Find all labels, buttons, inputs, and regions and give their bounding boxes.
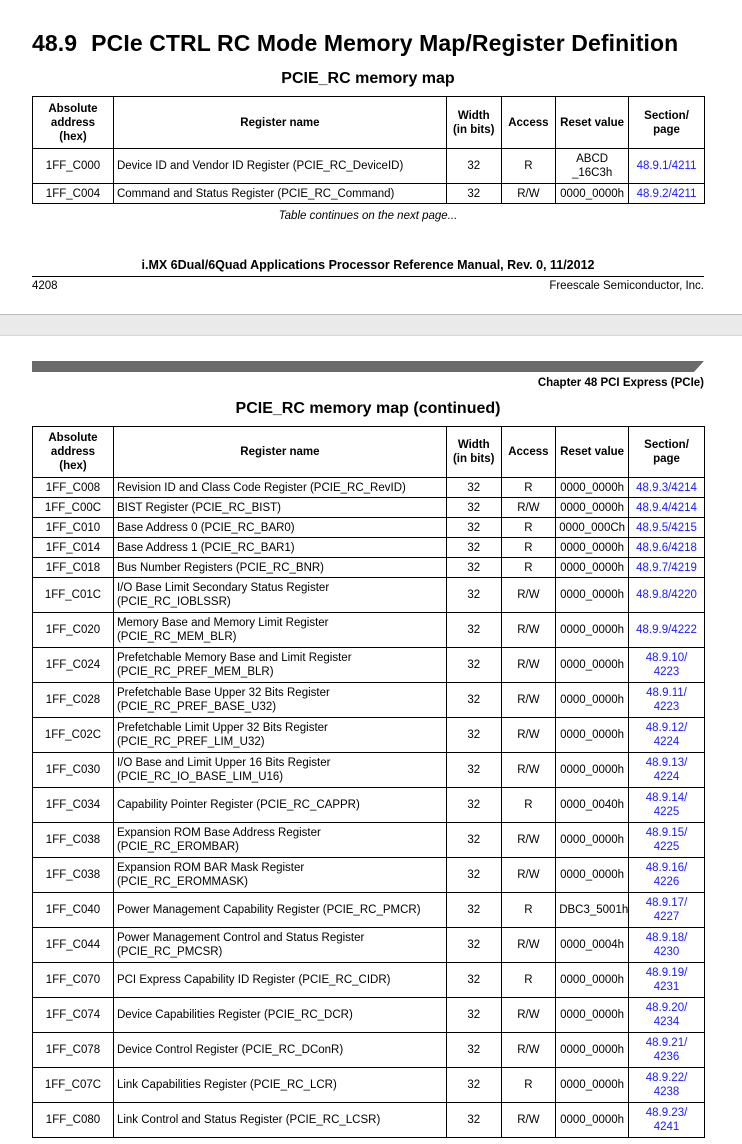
cell-register-name: Command and Status Register (PCIE_RC_Command) <box>113 184 446 204</box>
table-row <box>33 538 705 558</box>
cell-reset-value: 0000_0000h <box>556 1103 629 1138</box>
cell-access: R/W <box>501 648 556 683</box>
cell-access: R <box>501 518 556 538</box>
cell-width: 32 <box>446 1103 501 1138</box>
cell-register-name: Link Capabilities Register (PCIE_RC_LCR) <box>113 1068 446 1103</box>
header-register-name: Register name <box>113 97 446 149</box>
cell-width: 32 <box>446 149 501 184</box>
table-row <box>33 1033 705 1068</box>
cell-width: 32 <box>446 518 501 538</box>
section-page-link[interactable]: 48.9.12/ 4224 <box>629 718 705 753</box>
cell-access: R/W <box>501 683 556 718</box>
cell-access: R <box>501 149 556 184</box>
table-row <box>33 928 705 963</box>
cell-register-name: Bus Number Registers (PCIE_RC_BNR) <box>113 558 446 578</box>
cell-register-name: Prefetchable Memory Base and Limit Register (PCIE_RC_PREF_MEM_BLR) <box>113 648 446 683</box>
table-row <box>33 558 705 578</box>
cell-reset-value: 0000_0000h <box>556 538 629 558</box>
table-header-row <box>33 97 705 149</box>
table-row <box>33 498 705 518</box>
section-page-link[interactable]: 48.9.1/4211 <box>629 149 705 184</box>
cell-reset-value: ABCD _16C3h <box>556 149 629 184</box>
section-page-link[interactable]: 48.9.20/ 4234 <box>629 998 705 1033</box>
table-row <box>33 478 705 498</box>
table-1-caption: PCIE_RC memory map <box>281 70 455 87</box>
section-page-link[interactable]: 48.9.2/4211 <box>629 184 705 204</box>
cell-address: 1FF_C020 <box>33 613 114 648</box>
table-row <box>33 963 705 998</box>
cell-access: R/W <box>501 718 556 753</box>
table-continues-note: Table continues on the next page... <box>278 210 458 222</box>
header-section-page: Section/ page <box>629 427 705 478</box>
cell-access: R/W <box>501 1103 556 1138</box>
section-heading <box>32 30 678 57</box>
table-row <box>33 518 705 538</box>
section-page-link[interactable]: 48.9.18/ 4230 <box>629 928 705 963</box>
cell-width: 32 <box>446 648 501 683</box>
section-page-link[interactable]: 48.9.6/4218 <box>629 538 705 558</box>
cell-access: R <box>501 788 556 823</box>
cell-address: 1FF_C000 <box>33 149 114 184</box>
memory-map-table-continued <box>32 426 705 1138</box>
header-width: Width (in bits) <box>446 427 501 478</box>
memory-map-table <box>32 96 705 204</box>
cell-address: 1FF_C030 <box>33 753 114 788</box>
section-title: PCIe CTRL RC Mode Memory Map/Register Definition <box>91 30 679 56</box>
page-separator <box>0 314 742 336</box>
cell-reset-value: 0000_0000h <box>556 478 629 498</box>
cell-address: 1FF_C024 <box>33 648 114 683</box>
cell-width: 32 <box>446 683 501 718</box>
cell-register-name: Device Control Register (PCIE_RC_DConR) <box>113 1033 446 1068</box>
section-page-link[interactable]: 48.9.4/4214 <box>629 498 705 518</box>
section-page-link[interactable]: 48.9.17/ 4227 <box>629 893 705 928</box>
cell-access: R <box>501 893 556 928</box>
cell-address: 1FF_C074 <box>33 998 114 1033</box>
cell-reset-value: 0000_0000h <box>556 613 629 648</box>
cell-reset-value: 0000_0000h <box>556 498 629 518</box>
table-2-body <box>33 478 705 1138</box>
cell-width: 32 <box>446 538 501 558</box>
cell-width: 32 <box>446 498 501 518</box>
manual-title-footer: i.MX 6Dual/6Quad Applications Processor Reference Manual, Rev. 0, 11/2012 <box>141 258 595 272</box>
cell-address: 1FF_C044 <box>33 928 114 963</box>
footer-rule <box>32 276 704 277</box>
cell-address: 1FF_C00C <box>33 498 114 518</box>
table-row <box>33 683 705 718</box>
cell-width: 32 <box>446 928 501 963</box>
cell-access: R/W <box>501 753 556 788</box>
cell-reset-value: 0000_0000h <box>556 558 629 578</box>
section-page-link[interactable]: 48.9.9/4222 <box>629 613 705 648</box>
cell-access: R/W <box>501 613 556 648</box>
header-address: Absolute address (hex) <box>33 97 114 149</box>
cell-address: 1FF_C040 <box>33 893 114 928</box>
cell-register-name: Expansion ROM Base Address Register (PCIE_RC_EROMBAR) <box>113 823 446 858</box>
cell-reset-value: 0000_0000h <box>556 1068 629 1103</box>
cell-address: 1FF_C004 <box>33 184 114 204</box>
cell-address: 1FF_C07C <box>33 1068 114 1103</box>
table-row <box>33 893 705 928</box>
cell-width: 32 <box>446 1068 501 1103</box>
section-page-link[interactable]: 48.9.19/ 4231 <box>629 963 705 998</box>
cell-register-name: Prefetchable Limit Upper 32 Bits Register (PCIE_RC_PREF_LIM_U32) <box>113 718 446 753</box>
cell-width: 32 <box>446 613 501 648</box>
section-page-link[interactable]: 48.9.5/4215 <box>629 518 705 538</box>
cell-register-name: Device Capabilities Register (PCIE_RC_DCR) <box>113 998 446 1033</box>
cell-address: 1FF_C038 <box>33 858 114 893</box>
cell-reset-value: 0000_0000h <box>556 998 629 1033</box>
cell-address: 1FF_C070 <box>33 963 114 998</box>
cell-reset-value: 0000_0000h <box>556 718 629 753</box>
cell-address: 1FF_C01C <box>33 578 114 613</box>
section-page-link[interactable]: 48.9.7/4219 <box>629 558 705 578</box>
cell-address: 1FF_C010 <box>33 518 114 538</box>
cell-reset-value: 0000_0000h <box>556 963 629 998</box>
table-row <box>33 823 705 858</box>
table-row <box>33 578 705 613</box>
section-page-link[interactable]: 48.9.8/4220 <box>629 578 705 613</box>
cell-width: 32 <box>446 753 501 788</box>
cell-register-name: BIST Register (PCIE_RC_BIST) <box>113 498 446 518</box>
cell-register-name: Link Control and Status Register (PCIE_RC_LCSR) <box>113 1103 446 1138</box>
cell-address: 1FF_C078 <box>33 1033 114 1068</box>
cell-width: 32 <box>446 1033 501 1068</box>
cell-reset-value: 0000_0040h <box>556 788 629 823</box>
chapter-header-bar <box>32 361 704 372</box>
cell-address: 1FF_C028 <box>33 683 114 718</box>
cell-access: R/W <box>501 1033 556 1068</box>
cell-reset-value: 0000_0000h <box>556 823 629 858</box>
cell-reset-value: 0000_000Ch <box>556 518 629 538</box>
cell-address: 1FF_C038 <box>33 823 114 858</box>
section-page-link[interactable]: 48.9.14/ 4225 <box>629 788 705 823</box>
section-page-link[interactable]: 48.9.10/ 4223 <box>629 648 705 683</box>
cell-reset-value: 0000_0000h <box>556 858 629 893</box>
header-access: Access <box>501 427 556 478</box>
cell-access: R <box>501 538 556 558</box>
cell-access: R <box>501 1068 556 1103</box>
cell-access: R/W <box>501 184 556 204</box>
cell-access: R/W <box>501 578 556 613</box>
header-register-name: Register name <box>113 427 446 478</box>
cell-access: R/W <box>501 998 556 1033</box>
cell-width: 32 <box>446 858 501 893</box>
section-page-link[interactable]: 48.9.3/4214 <box>629 478 705 498</box>
table-row <box>33 1103 705 1138</box>
table-header-row <box>33 427 705 478</box>
header-access: Access <box>501 97 556 149</box>
header-width: Width (in bits) <box>446 97 501 149</box>
cell-reset-value: 0000_0000h <box>556 753 629 788</box>
cell-access: R <box>501 478 556 498</box>
table-row <box>33 788 705 823</box>
cell-reset-value: 0000_0000h <box>556 578 629 613</box>
table-row <box>33 149 705 184</box>
section-page-link[interactable]: 48.9.11/ 4223 <box>629 683 705 718</box>
cell-access: R <box>501 558 556 578</box>
cell-register-name: Base Address 0 (PCIE_RC_BAR0) <box>113 518 446 538</box>
cell-reset-value: 0000_0000h <box>556 184 629 204</box>
cell-register-name: Revision ID and Class Code Register (PCIE_RC_RevID) <box>113 478 446 498</box>
table-row <box>33 648 705 683</box>
section-page-link[interactable]: 48.9.21/ 4236 <box>629 1033 705 1068</box>
cell-register-name: Prefetchable Base Upper 32 Bits Register (PCIE_RC_PREF_BASE_U32) <box>113 683 446 718</box>
cell-access: R/W <box>501 823 556 858</box>
table-row <box>33 718 705 753</box>
table-row <box>33 998 705 1033</box>
cell-reset-value: 0000_0000h <box>556 683 629 718</box>
chapter-title: Chapter 48 PCI Express (PCIe) <box>537 377 704 389</box>
cell-access: R <box>501 963 556 998</box>
header-address: Absolute address (hex) <box>33 427 114 478</box>
cell-address: 1FF_C014 <box>33 538 114 558</box>
cell-register-name: PCI Express Capability ID Register (PCIE_RC_CIDR) <box>113 963 446 998</box>
table-row <box>33 613 705 648</box>
cell-width: 32 <box>446 963 501 998</box>
table-row <box>33 184 705 204</box>
page-number: 4208 <box>32 280 58 292</box>
cell-width: 32 <box>446 558 501 578</box>
cell-register-name: Memory Base and Memory Limit Register (PCIE_RC_MEM_BLR) <box>113 613 446 648</box>
cell-address: 1FF_C034 <box>33 788 114 823</box>
cell-register-name: Device ID and Vendor ID Register (PCIE_RC_DeviceID) <box>113 149 446 184</box>
section-page-link[interactable]: 48.9.13/ 4224 <box>629 753 705 788</box>
company-name: Freescale Semiconductor, Inc. <box>549 280 704 292</box>
cell-address: 1FF_C080 <box>33 1103 114 1138</box>
cell-width: 32 <box>446 893 501 928</box>
cell-width: 32 <box>446 998 501 1033</box>
cell-access: R/W <box>501 498 556 518</box>
cell-width: 32 <box>446 578 501 613</box>
cell-register-name: Base Address 1 (PCIE_RC_BAR1) <box>113 538 446 558</box>
table-1-body <box>33 149 705 204</box>
cell-width: 32 <box>446 184 501 204</box>
cell-register-name: I/O Base Limit Secondary Status Register (PCIE_RC_IOBLSSR) <box>113 578 446 613</box>
cell-address: 1FF_C008 <box>33 478 114 498</box>
cell-address: 1FF_C018 <box>33 558 114 578</box>
cell-address: 1FF_C02C <box>33 718 114 753</box>
header-section-page: Section/ page <box>629 97 705 149</box>
cell-register-name: Capability Pointer Register (PCIE_RC_CAPPR) <box>113 788 446 823</box>
cell-width: 32 <box>446 823 501 858</box>
section-page-link[interactable]: 48.9.23/ 4241 <box>629 1103 705 1138</box>
section-page-link[interactable]: 48.9.16/ 4226 <box>629 858 705 893</box>
cell-register-name: I/O Base and Limit Upper 16 Bits Register (PCIE_RC_IO_BASE_LIM_U16) <box>113 753 446 788</box>
cell-width: 32 <box>446 788 501 823</box>
cell-reset-value: 0000_0000h <box>556 1033 629 1068</box>
cell-access: R/W <box>501 928 556 963</box>
table-2-caption: PCIE_RC memory map (continued) <box>235 400 501 417</box>
header-reset-value: Reset value <box>556 97 629 149</box>
table-row <box>33 1068 705 1103</box>
cell-width: 32 <box>446 718 501 753</box>
section-number: 48.9 <box>32 30 78 56</box>
cell-access: R/W <box>501 858 556 893</box>
section-page-link[interactable]: 48.9.15/ 4225 <box>629 823 705 858</box>
cell-reset-value: 0000_0000h <box>556 648 629 683</box>
table-row <box>33 858 705 893</box>
cell-register-name: Expansion ROM BAR Mask Register (PCIE_RC_EROMMASK) <box>113 858 446 893</box>
header-reset-value: Reset value <box>556 427 629 478</box>
section-page-link[interactable]: 48.9.22/ 4238 <box>629 1068 705 1103</box>
table-row <box>33 753 705 788</box>
cell-register-name: Power Management Control and Status Register (PCIE_RC_PMCSR) <box>113 928 446 963</box>
cell-reset-value: DBC3_5001h <box>556 893 629 928</box>
cell-reset-value: 0000_0004h <box>556 928 629 963</box>
cell-width: 32 <box>446 478 501 498</box>
cell-register-name: Power Management Capability Register (PCIE_RC_PMCR) <box>113 893 446 928</box>
